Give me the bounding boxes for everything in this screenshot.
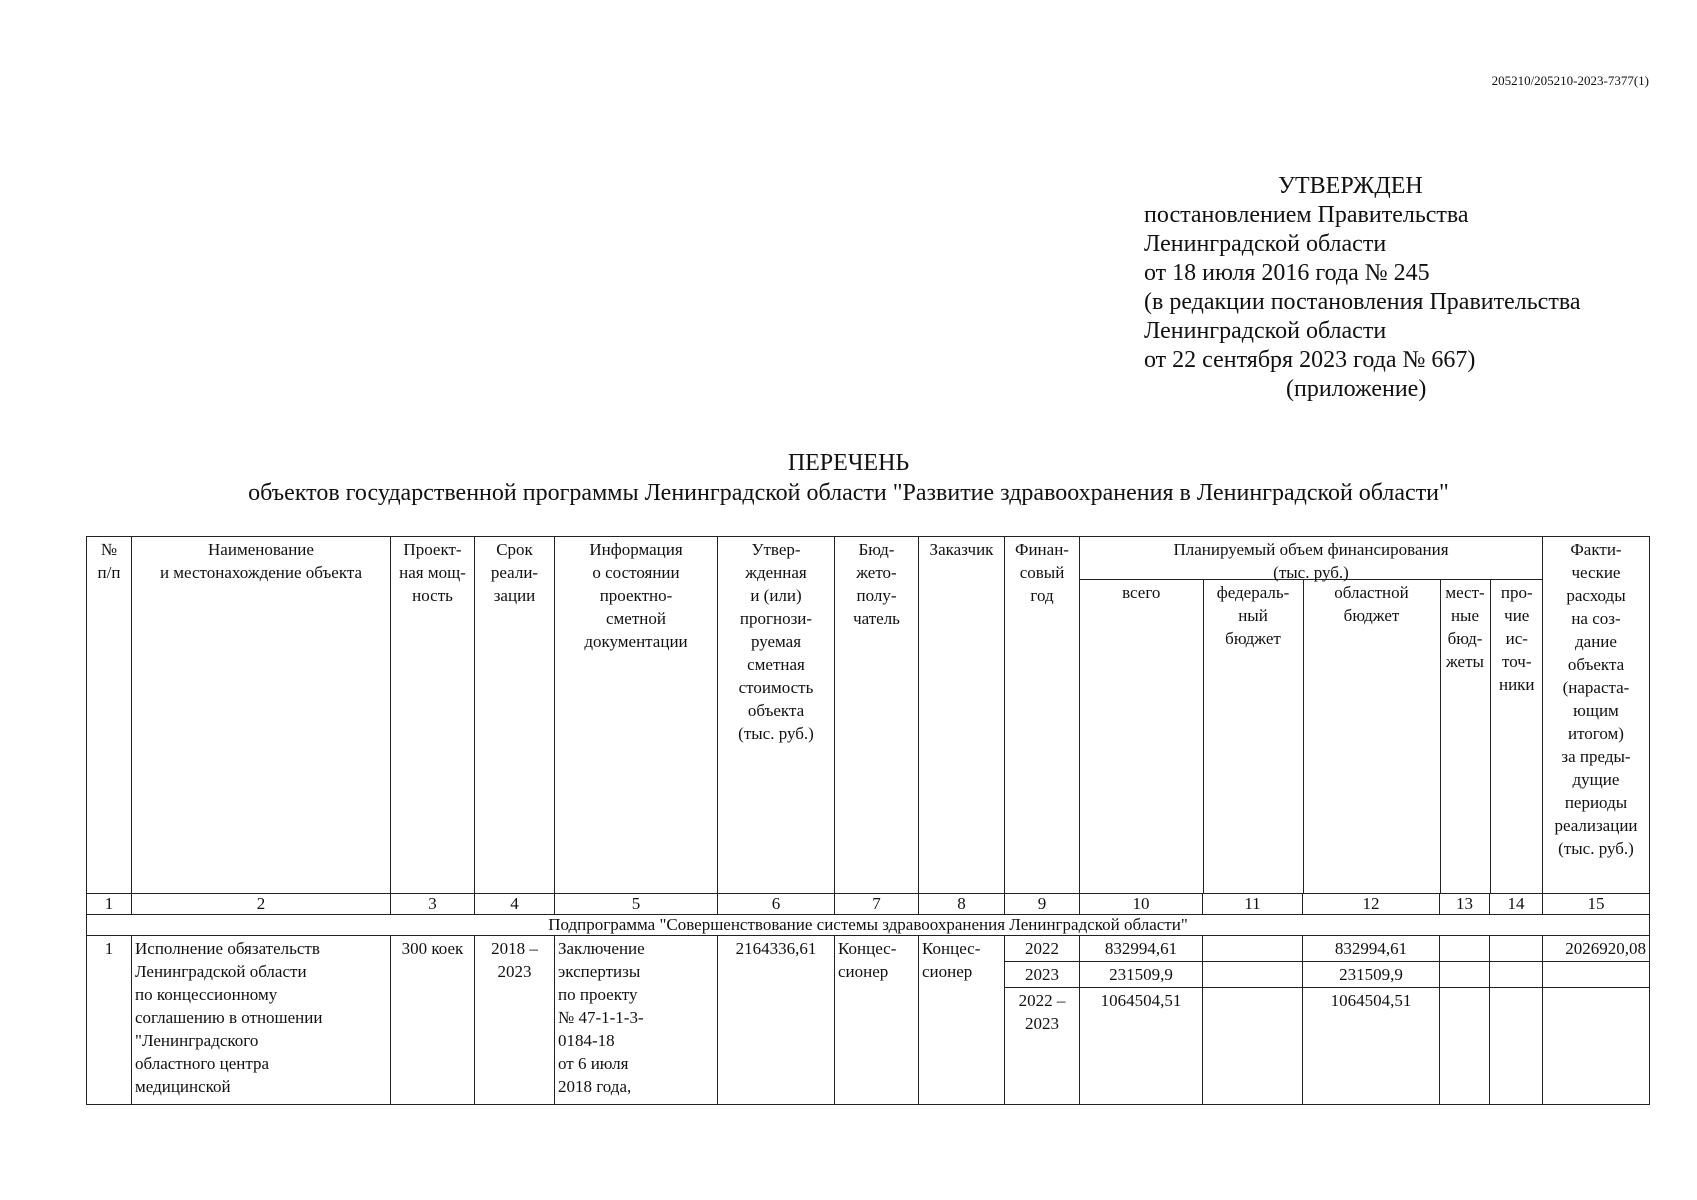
header-other: про- чие ис- точ- ники bbox=[1498, 583, 1535, 694]
title-line-2: объектов государственной программы Ленинградской области "Развитие здравоохранения в Ленинградской области" bbox=[248, 480, 1449, 506]
column-number: 14 bbox=[1490, 894, 1543, 915]
object-recipient: Концес- сионер bbox=[835, 936, 919, 1105]
approval-line: от 22 сентября 2023 года № 667) bbox=[1144, 347, 1476, 373]
object-customer: Концес- сионер bbox=[919, 936, 1005, 1105]
object-capacity: 300 коек bbox=[391, 936, 475, 1105]
header-total: всего bbox=[1080, 580, 1203, 893]
finance-year: 2022 bbox=[1005, 936, 1080, 962]
column-number-row bbox=[87, 894, 1650, 915]
approval-appendix: (приложение) bbox=[1286, 376, 1427, 402]
column-number: 12 bbox=[1303, 894, 1440, 915]
column-number: 3 bbox=[391, 894, 475, 915]
finance-other bbox=[1490, 936, 1543, 962]
finance-total: 832994,61 bbox=[1080, 936, 1203, 962]
finance-total: 231509,9 bbox=[1080, 962, 1203, 988]
document-number: 205210/205210-2023-7377(1) bbox=[1491, 73, 1649, 88]
finance-actual bbox=[1542, 988, 1649, 1105]
column-number: 10 bbox=[1080, 894, 1203, 915]
subprogram-row bbox=[87, 915, 1650, 936]
column-number: 1 bbox=[87, 894, 132, 915]
row-num: 1 bbox=[87, 936, 132, 1105]
planned-subheaders bbox=[1080, 580, 1543, 893]
table-row bbox=[87, 936, 1650, 962]
object-docs-info: Заключение экспертизы по проекту № 47-1-1-3- 0184-18 от 6 июля 2018 года, bbox=[555, 936, 718, 1105]
approval-line: от 18 июля 2016 года № 245 bbox=[1144, 260, 1430, 286]
approval-stamp bbox=[1144, 172, 1581, 404]
header-name: Наименование и местонахождение объекта bbox=[132, 537, 391, 894]
finance-local bbox=[1440, 988, 1490, 1105]
column-number: 9 bbox=[1005, 894, 1080, 915]
finance-federal bbox=[1203, 988, 1303, 1105]
finance-year: 2023 bbox=[1005, 962, 1080, 988]
finance-regional: 1064504,51 bbox=[1303, 988, 1440, 1105]
column-number: 15 bbox=[1542, 894, 1649, 915]
column-number: 11 bbox=[1203, 894, 1303, 915]
finance-total: 1064504,51 bbox=[1080, 988, 1203, 1105]
header-customer: Заказчик bbox=[919, 537, 1005, 894]
header-docs-info: Информация о состоянии проектно- сметной документации bbox=[555, 537, 718, 894]
finance-regional: 231509,9 bbox=[1303, 962, 1440, 988]
column-number: 7 bbox=[835, 894, 919, 915]
finance-other bbox=[1490, 988, 1543, 1105]
objects-table bbox=[86, 536, 1650, 1105]
object-period: 2018 – 2023 bbox=[475, 936, 555, 1105]
column-number: 5 bbox=[555, 894, 718, 915]
column-number: 6 bbox=[718, 894, 835, 915]
header-period: Срок реали- зации bbox=[475, 537, 555, 894]
header-local: мест- ные бюд- жеты bbox=[1440, 580, 1490, 893]
header-regional: областной бюджет bbox=[1303, 580, 1440, 893]
header-capacity: Проект- ная мощ- ность bbox=[391, 537, 475, 894]
approval-line: (в редакции постановления Правительства bbox=[1144, 289, 1581, 315]
finance-year: 2022 – 2023 bbox=[1005, 988, 1080, 1105]
header-year: Финан- совый год bbox=[1005, 537, 1080, 894]
finance-actual: 2026920,08 bbox=[1542, 936, 1649, 962]
column-number: 8 bbox=[919, 894, 1005, 915]
header-planned-title: Планируемый объем финансирования (тыс. руб.) bbox=[1080, 537, 1542, 580]
finance-local bbox=[1440, 936, 1490, 962]
column-number: 2 bbox=[132, 894, 391, 915]
approval-line: постановлением Правительства bbox=[1144, 202, 1469, 228]
finance-other bbox=[1490, 962, 1543, 988]
header-planned-financing bbox=[1080, 537, 1543, 894]
finance-federal bbox=[1203, 962, 1303, 988]
column-number: 4 bbox=[475, 894, 555, 915]
title-line-1: ПЕРЕЧЕНЬ bbox=[787, 450, 910, 476]
approval-heading: УТВЕРЖДЕН bbox=[1278, 173, 1423, 199]
subprogram-title: Подпрограмма "Совершенствование системы здравоохранения Ленинградской области" bbox=[87, 915, 1650, 936]
finance-actual bbox=[1542, 962, 1649, 988]
column-number: 13 bbox=[1440, 894, 1490, 915]
header-actual-expenses: Факти- ческие расходы на соз- дание объекта (нараста- ющим итогом) за преды- дущие периоды реализации (тыс. руб.) bbox=[1542, 537, 1649, 894]
finance-local bbox=[1440, 962, 1490, 988]
header-num: № п/п bbox=[87, 537, 132, 894]
approval-line: Ленинградской области bbox=[1144, 318, 1387, 344]
document-title bbox=[0, 448, 1697, 508]
object-cost: 2164336,61 bbox=[718, 936, 835, 1105]
object-name: Исполнение обязательств Ленинградской области по концессионному соглашению в отношении "Ленинградского областного центра медицинской bbox=[132, 936, 391, 1105]
header-recipient: Бюд- жето- полу- чатель bbox=[835, 537, 919, 894]
header-federal: федераль- ный бюджет bbox=[1203, 580, 1303, 893]
finance-federal bbox=[1203, 936, 1303, 962]
header-row bbox=[87, 537, 1650, 894]
approval-line: Ленинградской области bbox=[1144, 231, 1387, 257]
finance-regional: 832994,61 bbox=[1303, 936, 1440, 962]
header-cost: Утвер- жденная и (или) прогнози- руемая сметная стоимость объекта (тыс. руб.) bbox=[718, 537, 835, 894]
